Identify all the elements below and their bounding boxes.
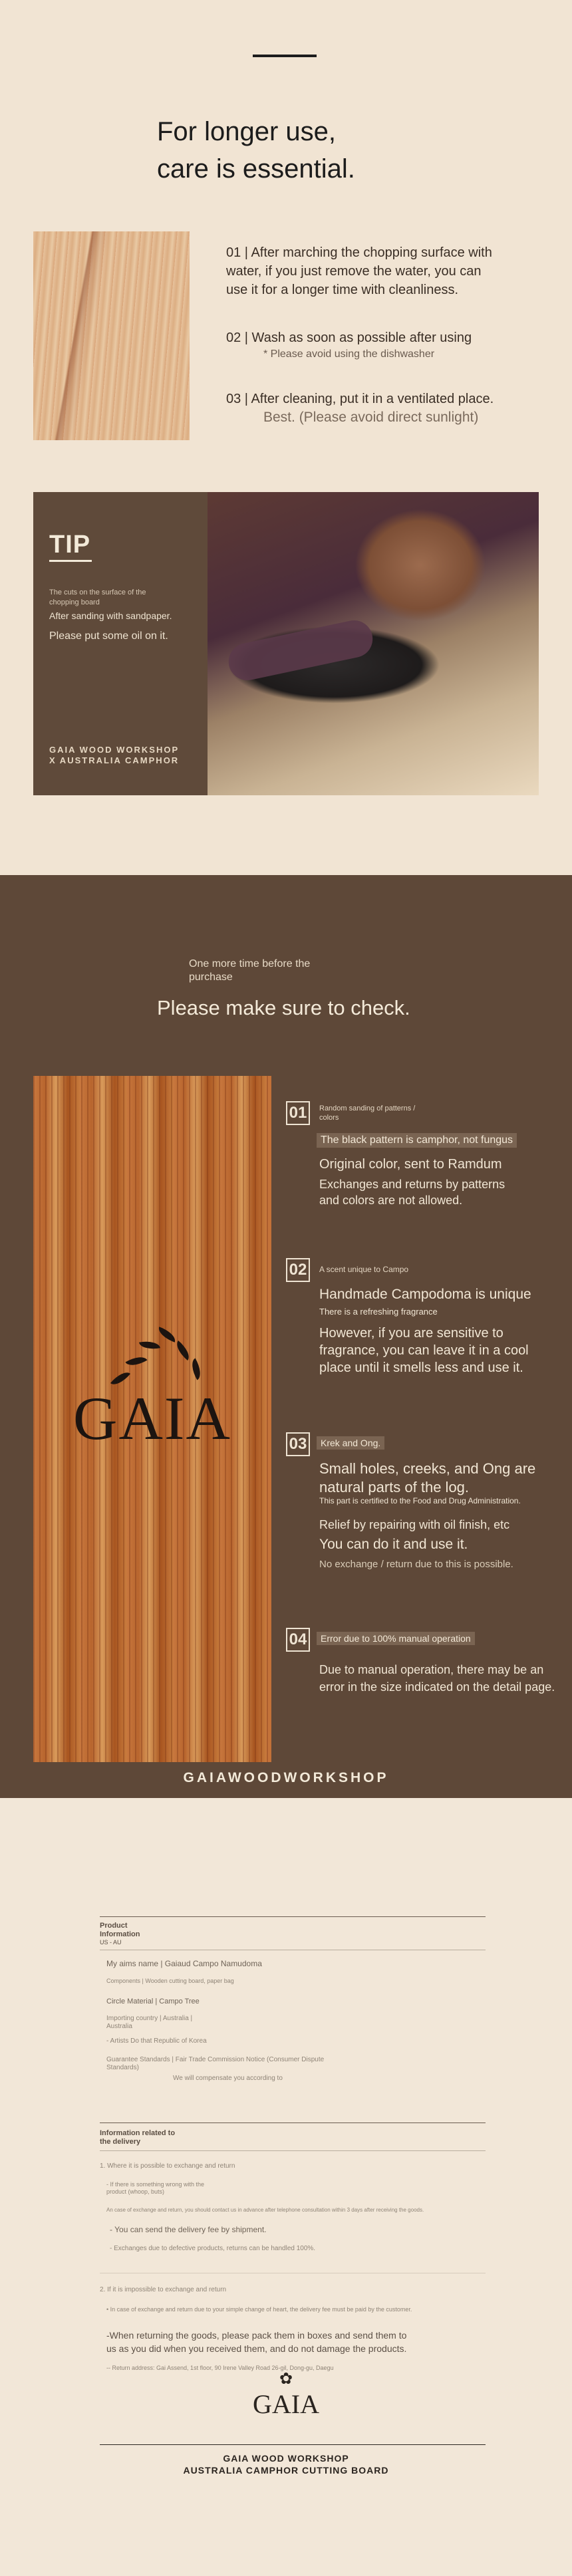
leaf-icon	[156, 1327, 178, 1342]
footer-title-line-1: GAIA WOOD WORKSHOP	[223, 2453, 349, 2464]
care-step-2-note: * Please avoid using the dishwasher	[263, 348, 435, 360]
delivery-1-item-a: - If there is something wrong with the product (whoop, buts)	[106, 2181, 205, 2195]
delivery-1-item-b: An case of exchange and return, you should contact us in advance after telephone consultation within 3 days after receiving the goods.	[106, 2207, 424, 2213]
check-section	[0, 875, 572, 1798]
check-item-1-number: 01	[286, 1101, 310, 1125]
check-item-2	[286, 1258, 565, 1391]
leaf-icon	[126, 1352, 148, 1370]
check-item-2-label: A scent unique to Campo	[319, 1265, 409, 1274]
delivery-2-item-b-line-1: -When returning the goods, please pack them in boxes and send them to	[106, 2330, 407, 2341]
care-step-3-note: Best. (Please avoid direct sunlight)	[263, 410, 479, 425]
care-step-3-line-1: 03 | After cleaning, put it in a ventilated place.	[226, 392, 494, 406]
check-item-3-line-3: No exchange / return due to this is possible.	[319, 1559, 513, 1570]
tip-panel	[33, 492, 208, 795]
check-item-2-line-2: fragrance, you can leave it in a cool	[319, 1343, 529, 1358]
delivery-2-return-address: -- Return address: Gai Assend, 1st floor, 90 Irene Valley Road 26-gil, Dong-gu, Daegu	[106, 2365, 334, 2371]
care-title	[157, 113, 355, 188]
check-item-3-label: Krek and Ong.	[317, 1436, 384, 1450]
product-made-in: - Artists Do that Republic of Korea	[106, 2037, 207, 2045]
check-footer-brand: GAIAWOODWORKSHOP	[183, 1770, 389, 1785]
sanding-tool	[225, 617, 376, 684]
care-step-1-line-3: use it for a longer time with cleanliness.	[226, 283, 459, 297]
check-item-4-number: 04	[286, 1628, 310, 1652]
gaia-wordmark: GAIA	[73, 1384, 231, 1452]
check-item-2-head: Handmade Campodoma is unique	[319, 1287, 531, 1302]
check-item-2-number: 02	[286, 1258, 310, 1282]
check-item-3-number: 03	[286, 1432, 310, 1456]
tip-banner	[33, 492, 539, 795]
care-title-line-1: For longer use,	[157, 117, 337, 146]
product-info-sub: US - AU	[100, 1939, 122, 1946]
check-item-4-line-2: error in the size indicated on the detail page.	[319, 1680, 555, 1694]
care-step-3	[226, 390, 494, 427]
footer-logo	[0, 2370, 572, 2420]
check-item-3-line-1: Relief by repairing with oil finish, etc	[319, 1518, 510, 1531]
care-step-1-line-1: 01 | After marching the chopping surface with	[226, 245, 492, 260]
leaf-icon	[139, 1339, 160, 1352]
footer-logo-text: GAIA	[253, 2389, 319, 2419]
tip-underline	[49, 560, 92, 562]
check-item-1-line-2: Exchanges and returns by patterns	[319, 1178, 505, 1191]
tip-desc-2: Please put some oil on it.	[49, 630, 168, 642]
check-item-1-line-3: and colors are not allowed.	[319, 1194, 463, 1207]
product-guarantee: Guarantee Standards | Fair Trade Commission Notice (Consumer Dispute Standards)	[106, 2056, 325, 2071]
care-step-2	[226, 328, 472, 362]
gaia-board-image	[33, 1076, 271, 1762]
product-name-row: My aims name | Gaiaud Campo Namudoma	[106, 1959, 262, 1968]
sanding-photo	[208, 492, 539, 795]
care-title-line-2: care is essential.	[157, 154, 355, 184]
check-item-2-line-3: place until it smells less and use it.	[319, 1360, 523, 1375]
tip-small-note: The cuts on the surface of the chopping board	[49, 588, 146, 606]
wood-grain-image	[33, 231, 190, 440]
check-item-1-label: Random sanding of patterns / colors	[319, 1104, 416, 1122]
product-info-heading: Product Information	[100, 1922, 140, 1938]
check-item-3-head-2: natural parts of the log.	[319, 1479, 470, 1495]
delivery-2-item-b-line-2: us as you did when you received them, and do not damage the products.	[106, 2343, 407, 2354]
check-item-1-line-1: Original color, sent to Ramdum	[319, 1157, 502, 1172]
footer-title	[0, 2452, 572, 2476]
check-item-3	[286, 1432, 565, 1570]
footer-title-line-2: AUSTRALIA CAMPHOR CUTTING BOARD	[183, 2465, 389, 2476]
care-step-2-line-1: 02 | Wash as soon as possible after using	[226, 330, 472, 345]
care-step-1-line-2: water, if you just remove the water, you can	[226, 264, 482, 279]
product-components: Components | Wooden cutting board, paper bag	[106, 1978, 234, 1984]
info-divider-top	[100, 1916, 486, 1917]
check-item-2-line-1: However, if you are sensitive to	[319, 1326, 503, 1341]
product-importing-country: Importing country | Australia | Australia	[106, 2015, 193, 2030]
check-pre-heading	[189, 958, 335, 984]
top-divider	[253, 55, 317, 57]
tip-brand-line-2: X AUSTRALIA CAMPHOR	[49, 755, 180, 765]
care-section	[0, 0, 572, 875]
info-divider-3	[100, 2150, 486, 2151]
tree-icon	[33, 1317, 271, 1383]
check-item-3-small: This part is certified to the Food and Drug Administration.	[319, 1496, 521, 1505]
tip-desc-1: After sanding with sandpaper.	[49, 610, 172, 621]
delivery-1-title: 1. Where it is possible to exchange and return	[100, 2162, 235, 2170]
check-item-4	[286, 1628, 565, 1708]
leaf-icon	[172, 1341, 194, 1360]
check-pre-line-1: One more time before the	[189, 958, 311, 969]
check-item-3-head-1: Small holes, creeks, and Ong are	[319, 1460, 536, 1477]
tip-label: TIP	[49, 531, 91, 559]
delivery-heading: Information related to the delivery	[100, 2129, 176, 2146]
tip-brand	[49, 745, 179, 766]
gaia-board-logo	[33, 1317, 271, 1454]
info-section	[0, 1798, 572, 2576]
check-pre-line-2: purchase	[189, 971, 233, 983]
footer-tree-icon: ✿	[279, 2371, 293, 2388]
product-material: Circle Material | Campo Tree	[106, 1997, 200, 2005]
check-item-1	[286, 1101, 565, 1208]
footer-divider	[100, 2444, 486, 2445]
delivery-2-title: 2. If it is impossible to exchange and return	[100, 2286, 227, 2293]
care-step-1	[226, 243, 492, 299]
check-heading: Please make sure to check.	[157, 996, 410, 1019]
delivery-2-item-a: • In case of exchange and return due to your simple change of heart, the delivery fee must be paid by the customer.	[106, 2306, 412, 2313]
tip-brand-line-1: GAIA WOOD WORKSHOP	[49, 745, 180, 755]
check-item-3-line-2: You can do it and use it.	[319, 1537, 468, 1552]
delivery-1-item-c: - You can send the delivery fee by shipment.	[110, 2225, 267, 2234]
check-item-1-highlight: The black pattern is camphor, not fungus	[317, 1133, 517, 1148]
delivery-1-item-d: - Exchanges due to defective products, returns can be handled 100%.	[110, 2245, 316, 2252]
check-item-4-line-1: Due to manual operation, there may be an	[319, 1663, 544, 1676]
leaf-icon	[187, 1358, 205, 1380]
check-item-4-label: Error due to 100% manual operation	[317, 1632, 475, 1645]
check-item-2-small: There is a refreshing fragrance	[319, 1307, 438, 1317]
product-compensate: We will compensate you according to	[173, 2075, 283, 2082]
